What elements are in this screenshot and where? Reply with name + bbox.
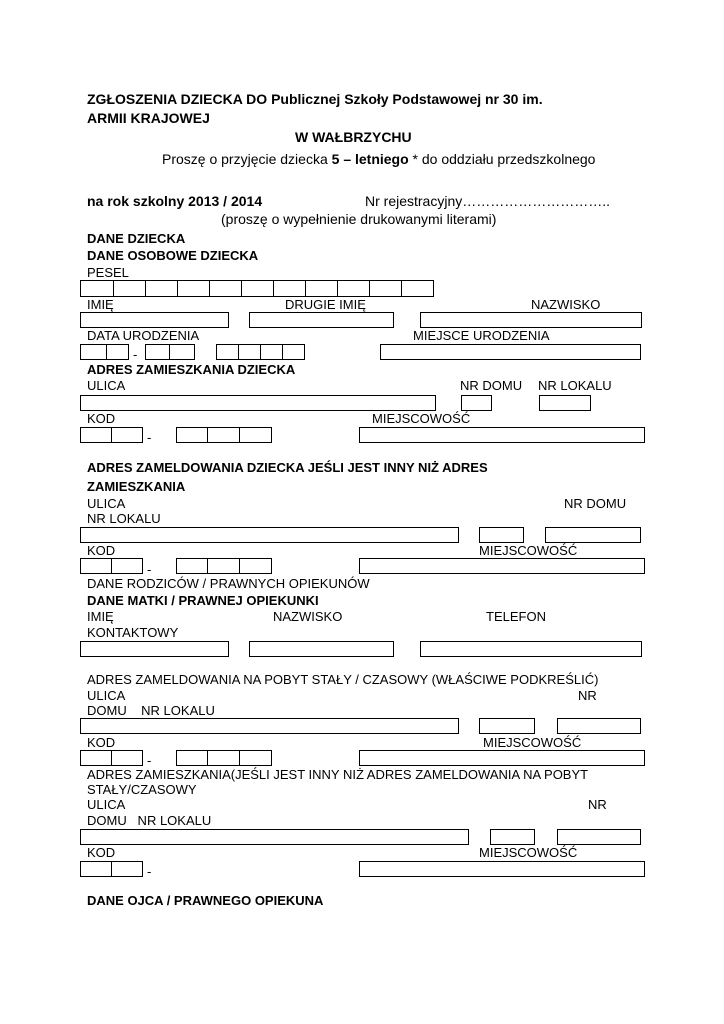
- label-street: ULICA: [87, 378, 126, 393]
- request-sentence: Proszę o przyjęcie dziecka 5 – letniego * do oddziału przedszkolnego: [162, 151, 596, 167]
- label-surname: NAZWISKO: [531, 297, 601, 312]
- child-flat-no-input[interactable]: [539, 395, 591, 411]
- mother-res-flat-no-input[interactable]: [557, 829, 641, 845]
- child-postcode-prefix-input[interactable]: [80, 427, 143, 443]
- mother-first-name-input[interactable]: [80, 641, 229, 657]
- reg-postcode-dash: -: [147, 562, 152, 577]
- label-postcode: KOD: [87, 411, 116, 426]
- form-title-line1: ZGŁOSZENIA DZIECKA DO Publicznej Szkoły Podstawowej nr 30 im.: [87, 91, 543, 107]
- child-street-input[interactable]: [80, 395, 436, 411]
- pesel-input[interactable]: [80, 280, 434, 297]
- child-surname-input[interactable]: [420, 312, 642, 328]
- label-mother-res-street: ULICA: [87, 797, 126, 812]
- label-reg-house-no: NR DOMU: [564, 496, 627, 511]
- mother-res-postcode-dash: -: [147, 864, 152, 879]
- mother-city-input[interactable]: [359, 750, 645, 766]
- reg-postcode-suffix-input[interactable]: [176, 558, 272, 574]
- label-reg-city: MIEJSCOWOŚĆ: [479, 543, 578, 558]
- label-birth-place: MIEJSCE URODZENIA: [413, 328, 550, 343]
- reg-street-input[interactable]: [80, 527, 459, 543]
- label-birth-date: DATA URODZENIA: [87, 328, 200, 343]
- school-year: na rok szkolny 2013 / 2014: [87, 193, 263, 209]
- reg-city-input[interactable]: [359, 558, 645, 574]
- mother-res-city-input[interactable]: [359, 861, 645, 877]
- label-mother-residence-line2: STAŁY/CZASOWY: [87, 782, 197, 797]
- birth-date-day-input[interactable]: [80, 344, 129, 360]
- label-mother-res-house-flat: DOMU NR LOKALU: [87, 813, 212, 828]
- label-first-name: IMIĘ: [87, 297, 114, 312]
- label-mother-surname: NAZWISKO: [273, 609, 343, 624]
- print-note: (proszę o wypełnienie drukowanymi literami): [221, 211, 497, 227]
- birth-date-month-input[interactable]: [145, 344, 195, 360]
- label-mother-street: ULICA: [87, 688, 126, 703]
- section-registration-line1: ADRES ZAMELDOWANIA DZIECKA JEŚLI JEST INNY NIŻ ADRES: [87, 460, 488, 475]
- section-parents: DANE RODZICÓW / PRAWNYCH OPIEKUNÓW: [87, 576, 370, 591]
- registration-number: Nr rejestracyjny…………………………..: [365, 193, 611, 209]
- mother-surname-input[interactable]: [249, 641, 394, 657]
- section-child-personal: DANE OSOBOWE DZIECKA: [87, 248, 259, 263]
- label-flat-no: NR LOKALU: [538, 378, 612, 393]
- child-second-name-input[interactable]: [249, 312, 394, 328]
- label-reg-flat-no: NR LOKALU: [87, 511, 161, 526]
- mother-flat-no-input[interactable]: [557, 718, 641, 734]
- section-mother: DANE MATKI / PRAWNEJ OPIEKUNKI: [87, 593, 319, 608]
- mother-house-no-input[interactable]: [479, 718, 535, 734]
- mother-street-input[interactable]: [80, 718, 459, 734]
- label-mother-city: MIEJSCOWOŚĆ: [483, 735, 582, 750]
- label-city: MIEJSCOWOŚĆ: [372, 411, 471, 426]
- label-pesel: PESEL: [87, 265, 129, 280]
- reg-flat-no-input[interactable]: [545, 527, 641, 543]
- label-reg-street: ULICA: [87, 496, 126, 511]
- reg-house-no-input[interactable]: [479, 527, 524, 543]
- mother-phone-input[interactable]: [420, 641, 642, 657]
- label-house-no: NR DOMU: [460, 378, 523, 393]
- label-mother-res-postcode: KOD: [87, 845, 116, 860]
- label-mother-postcode: KOD: [87, 735, 116, 750]
- section-child-residence: ADRES ZAMIESZKANIA DZIECKA: [87, 362, 296, 377]
- mother-res-street-input[interactable]: [80, 829, 469, 845]
- label-mother-first-name: IMIĘ: [87, 609, 114, 624]
- date-dash: -: [133, 347, 138, 362]
- mother-res-house-no-input[interactable]: [490, 829, 535, 845]
- postcode-dash: -: [147, 430, 152, 445]
- child-postcode-suffix-input[interactable]: [176, 427, 272, 443]
- form-title-line3: W WAŁBRZYCHU: [295, 129, 412, 145]
- label-mother-phone-line1: TELEFON: [486, 609, 546, 624]
- label-mother-house-flat: DOMU NR LOKALU: [87, 703, 215, 718]
- label-mother-reg-address: ADRES ZAMELDOWANIA NA POBYT STAŁY / CZASOWY (WŁAŚCIWE PODKREŚLIĆ): [87, 672, 599, 687]
- mother-postcode-suffix-input[interactable]: [176, 750, 272, 766]
- reg-postcode-prefix-input[interactable]: [80, 558, 143, 574]
- label-mother-nr: NR: [578, 688, 597, 703]
- birth-place-input[interactable]: [380, 344, 641, 360]
- birth-date-year-input[interactable]: [216, 344, 305, 360]
- form-title-line2: ARMII KRAJOWEJ: [87, 110, 210, 126]
- mother-res-postcode-prefix-input[interactable]: [80, 861, 143, 877]
- mother-postcode-prefix-input[interactable]: [80, 750, 143, 766]
- section-child: DANE DZIECKA: [87, 231, 186, 246]
- label-mother-phone-line2: KONTAKTOWY: [87, 625, 179, 640]
- label-second-name: DRUGIE IMIĘ: [285, 297, 366, 312]
- child-first-name-input[interactable]: [80, 312, 229, 328]
- child-house-no-input[interactable]: [461, 395, 492, 411]
- label-mother-res-city: MIEJSCOWOŚĆ: [479, 845, 578, 860]
- section-registration-line2: ZAMIESZKANIA: [87, 479, 186, 494]
- label-mother-res-nr: NR: [588, 797, 607, 812]
- label-reg-postcode: KOD: [87, 543, 116, 558]
- label-mother-residence-line1: ADRES ZAMIESZKANIA(JEŚLI JEST INNY NIŻ ADRES ZAMELDOWANIA NA POBYT: [87, 767, 589, 782]
- section-father: DANE OJCA / PRAWNEGO OPIEKUNA: [87, 893, 324, 908]
- mother-postcode-dash: -: [147, 753, 152, 768]
- child-city-input[interactable]: [359, 427, 645, 443]
